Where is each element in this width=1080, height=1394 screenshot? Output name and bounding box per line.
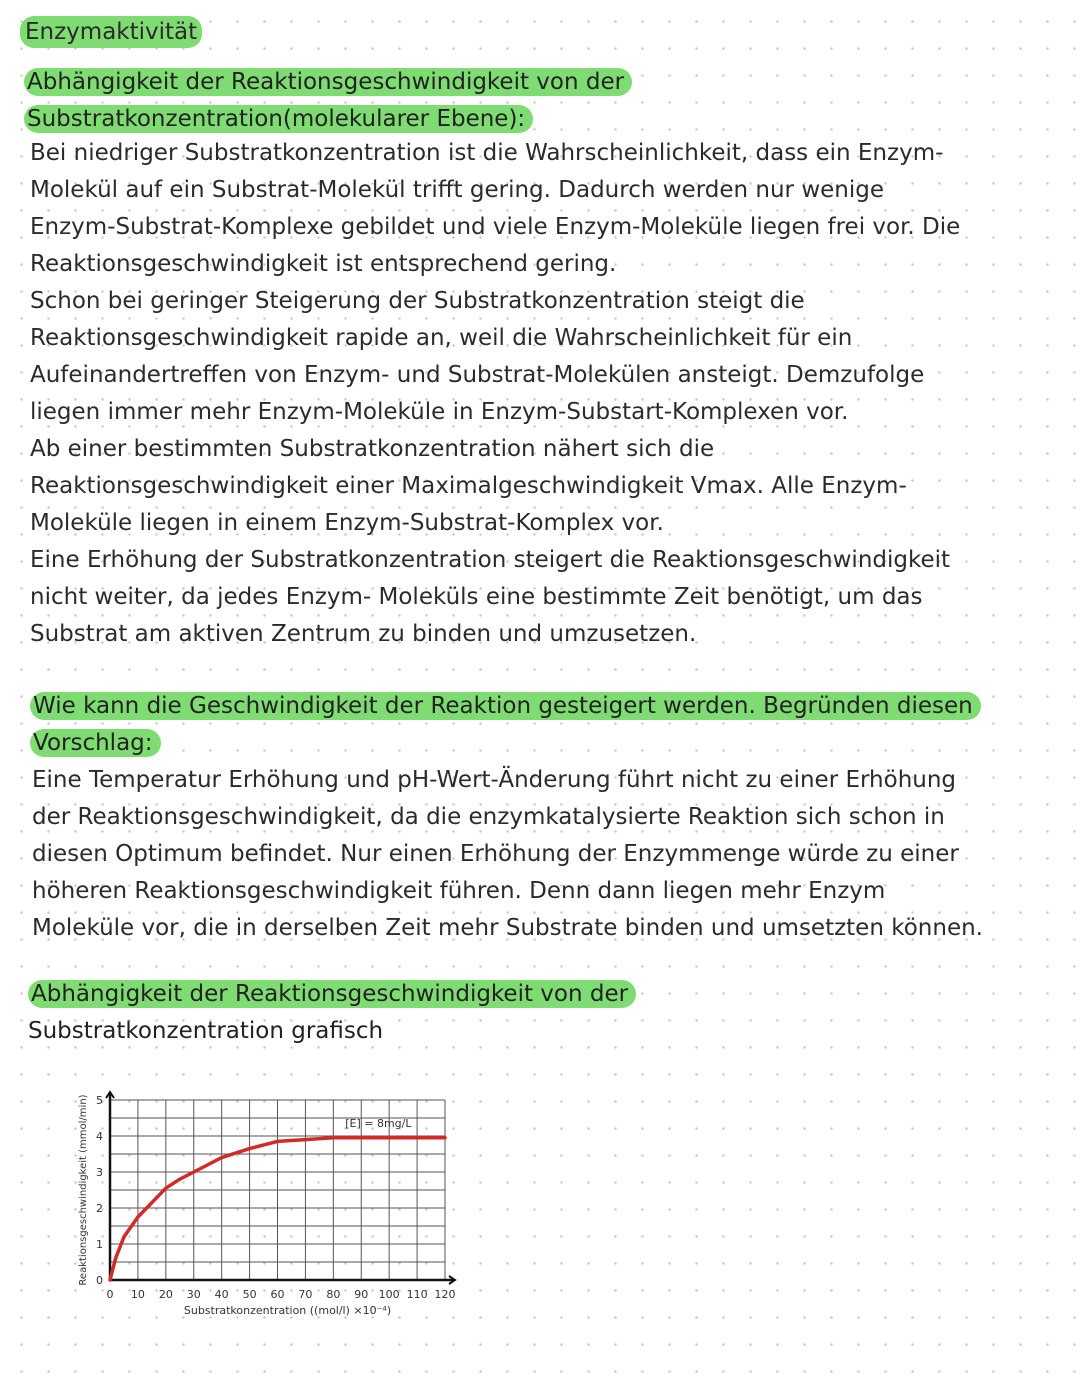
text-line: Eine Temperatur Erhöhung und pH-Wert-Änderung führt nicht zu einer Erhöhung (32, 767, 957, 793)
data-point (360, 1137, 362, 1139)
data-point (179, 1178, 181, 1180)
text-line: Bei niedriger Substratkonzentration ist die Wahrscheinlichkeit, dass ein Enzym- (30, 140, 944, 166)
y-tick-label: 2 (96, 1202, 103, 1215)
section2-heading-line-2: Vorschlag: (30, 729, 161, 757)
x-tick-label: 120 (434, 1288, 456, 1301)
section2-heading (30, 688, 981, 762)
chart-annotation: [E] = 8mg/L (345, 1117, 412, 1130)
text-line: Ab einer bestimmten Substratkonzentration nähert sich die (30, 436, 715, 462)
x-tick-label: 20 (158, 1288, 173, 1301)
text-line: Reaktionsgeschwindigkeit ist entsprechend gering. (30, 251, 617, 277)
x-axis-label: Substratkonzentration ((mol/l) ×10⁻⁴) (183, 1304, 392, 1317)
data-point (304, 1138, 306, 1140)
section1-heading-line-1: Abhängigkeit der Reaktionsgeschwindigkeit von der (24, 68, 632, 96)
data-point (416, 1137, 418, 1139)
data-point (332, 1137, 334, 1139)
text-line: Schon bei geringer Steigerung der Substratkonzentration steigt die (30, 288, 805, 314)
data-point (220, 1156, 222, 1158)
text-line: Substrat am aktiven Zentrum zu binden und umzusetzen. (30, 621, 697, 647)
text-line: Reaktionsgeschwindigkeit rapide an, weil die Wahrscheinlichkeit für ein (30, 325, 853, 351)
section3-heading-line-2: Substratkonzentration grafisch (28, 1018, 384, 1044)
x-tick-label: 110 (406, 1288, 428, 1301)
text-line: Eine Erhöhung der Substratkonzentration steigert die Reaktionsgeschwindigkeit (30, 547, 951, 573)
data-point (123, 1236, 125, 1238)
data-point (193, 1171, 195, 1173)
x-tick-label: 90 (354, 1288, 369, 1301)
section1-heading-line-2: Substratkonzentration(molekularer Ebene): (24, 105, 533, 133)
data-point (165, 1187, 167, 1189)
y-tick-label: 1 (96, 1238, 103, 1251)
data-point (114, 1257, 116, 1259)
page-title: Enzymaktivität (20, 16, 202, 48)
text-line: Reaktionsgeschwindigkeit einer Maximalgeschwindigkeit Vmax. Alle Enzym- (30, 473, 907, 499)
data-point (109, 1279, 111, 1281)
text-line: höheren Reaktionsgeschwindigkeit führen. Denn dann liegen mehr Enzym (32, 878, 886, 904)
section2-heading-line-1: Wie kann die Geschwindigkeit der Reaktion gesteigert werden. Begründen diesen (30, 692, 981, 720)
text-line: Moleküle vor, die in derselben Zeit mehr Substrate binden und umsetzten können. (32, 915, 983, 941)
x-tick-label: 80 (326, 1288, 341, 1301)
data-point (276, 1140, 278, 1142)
section1-paragraph (30, 135, 960, 653)
section2-paragraph (32, 762, 983, 947)
text-line: diesen Optimum befindet. Nur einen Erhöhung der Enzymmenge würde zu einer (32, 841, 959, 867)
text-line: der Reaktionsgeschwindigkeit, da die enzymkatalysierte Reaktion sich schon in (32, 804, 945, 830)
x-tick-label: 10 (130, 1288, 145, 1301)
data-point (444, 1137, 446, 1139)
section1-heading (24, 64, 632, 138)
x-tick-label: 60 (270, 1288, 285, 1301)
text-line: Aufeinandertreffen von Enzym- und Substrat-Molekülen ansteigt. Demzufolge (30, 362, 925, 388)
x-tick-label: 100 (378, 1288, 400, 1301)
x-tick-label: 0 (106, 1288, 114, 1301)
data-point (388, 1137, 390, 1139)
x-tick-label: 70 (298, 1288, 313, 1301)
y-axis-label: Reaktionsgeschwindigkeit (mmol/min) (78, 1094, 89, 1286)
text-line: nicht weiter, da jedes Enzym- Moleküls eine bestimmte Zeit benötigt, um das (30, 584, 923, 610)
y-tick-label: 3 (96, 1166, 103, 1179)
reaction-rate-chart (60, 1080, 480, 1340)
y-tick-label: 0 (96, 1274, 103, 1287)
data-point (137, 1216, 139, 1218)
text-line: Enzym-Substrat-Komplexe gebildet und viele Enzym-Moleküle liegen frei vor. Die (30, 214, 961, 240)
section3-heading-line-1: Abhängigkeit der Reaktionsgeschwindigkeit von der (28, 980, 636, 1008)
x-tick-label: 50 (242, 1288, 257, 1301)
data-point (151, 1201, 153, 1203)
text-line: liegen immer mehr Enzym-Moleküle in Enzym-Substart-Komplexen vor. (30, 399, 849, 425)
x-tick-label: 30 (186, 1288, 201, 1301)
text-line: Molekül auf ein Substrat-Molekül trifft gering. Dadurch werden nur wenige (30, 177, 884, 203)
y-tick-label: 5 (96, 1094, 103, 1107)
section3-heading (28, 976, 636, 1050)
x-tick-label: 40 (214, 1288, 229, 1301)
y-tick-label: 4 (96, 1130, 103, 1143)
data-point (248, 1147, 250, 1149)
text-line: Moleküle liegen in einem Enzym-Substrat-Komplex vor. (30, 510, 664, 536)
